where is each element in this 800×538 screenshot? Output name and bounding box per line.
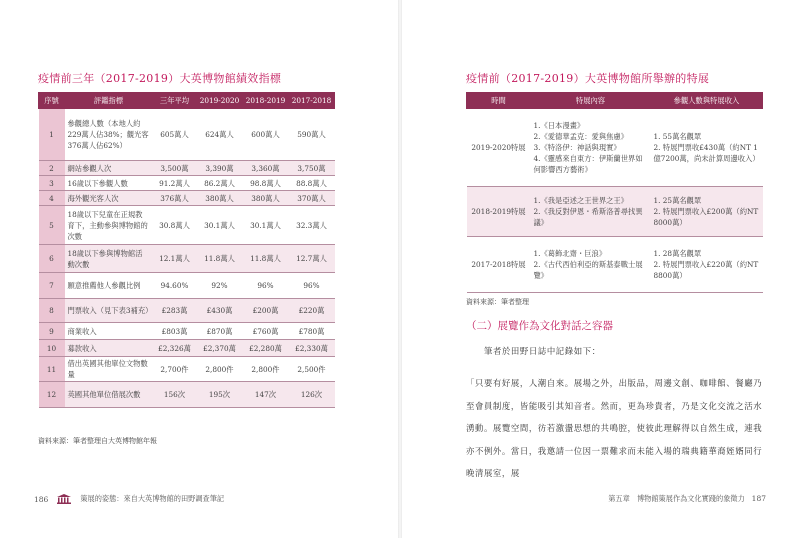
- value-cell: 12.1萬人: [153, 245, 197, 273]
- row-index-cell: 10: [39, 340, 65, 357]
- exhibition-row: [467, 109, 763, 187]
- left-table-title: 疫情前三年（2017-2019）大英博物館績效指標: [38, 72, 282, 85]
- indicator-cell: 16歲以下參觀人數: [65, 176, 153, 191]
- row-index-cell: 6: [39, 245, 65, 273]
- performance-row: [39, 109, 335, 161]
- left-page-number: 186: [34, 494, 49, 504]
- col-header-2017-2018: 2017-2018: [289, 93, 335, 109]
- row-index-cell: 5: [39, 206, 65, 245]
- value-cell: £2,326萬: [153, 340, 197, 357]
- exhibition-time-cell: 2018-2019特展: [467, 187, 531, 237]
- value-cell: 88.8萬人: [289, 176, 335, 191]
- value-cell: 605萬人: [153, 109, 197, 161]
- value-cell: 624萬人: [197, 109, 243, 161]
- indicator-cell: 借出英國其他單位文物數量: [65, 357, 153, 382]
- col-header-stats: 參觀人數與特展收入: [651, 93, 763, 109]
- performance-row: [39, 299, 335, 323]
- exhibition-time-cell: 2019-2020特展: [467, 109, 531, 187]
- value-cell: 30.1萬人: [197, 206, 243, 245]
- value-cell: £220萬: [289, 299, 335, 323]
- value-cell: 3,750萬: [289, 161, 335, 176]
- left-source-note: 資料來源：筆者整理自大英博物館年報: [38, 437, 157, 445]
- right-footer-chapter-title: 第五章 博物館策展作為文化實踐的象徵力: [608, 494, 745, 503]
- value-cell: 30.1萬人: [243, 206, 289, 245]
- col-header-indicator: 評鑑指標: [65, 93, 153, 109]
- performance-row: [39, 382, 335, 408]
- col-header-index: 序號: [39, 93, 65, 109]
- exhibition-content-cell: 1.《我是亞述之王世界之王》 2.《我反對伊恩・希斯洛普尋找異議》: [531, 187, 651, 237]
- value-cell: 600萬人: [243, 109, 289, 161]
- col-header-content: 特展內容: [531, 93, 651, 109]
- row-index-cell: 1: [39, 109, 65, 161]
- museum-icon: [56, 494, 72, 504]
- indicator-cell: 英國其他單位借展次數: [65, 382, 153, 408]
- value-cell: 98.8萬人: [243, 176, 289, 191]
- col-header-2018-2019: 2018-2019: [243, 93, 289, 109]
- performance-row: [39, 357, 335, 382]
- exhibition-header-row: [467, 93, 763, 109]
- value-cell: £2,330萬: [289, 340, 335, 357]
- value-cell: 96%: [243, 273, 289, 299]
- row-index-cell: 9: [39, 323, 65, 340]
- row-index-cell: 12: [39, 382, 65, 408]
- value-cell: 94.60%: [153, 273, 197, 299]
- indicator-cell: 門票收入（見下表3補充）: [65, 299, 153, 323]
- value-cell: 126次: [289, 382, 335, 408]
- value-cell: 2,800件: [197, 357, 243, 382]
- left-footer: [34, 494, 224, 504]
- row-index-cell: 3: [39, 176, 65, 191]
- value-cell: £803萬: [153, 323, 197, 340]
- value-cell: 92%: [197, 273, 243, 299]
- indicator-cell: 18歲以下參與博物館活動次數: [65, 245, 153, 273]
- exhibition-table: [466, 92, 763, 293]
- value-cell: 32.3萬人: [289, 206, 335, 245]
- value-cell: 96%: [289, 273, 335, 299]
- value-cell: 12.7萬人: [289, 245, 335, 273]
- exhibition-stats-cell: 1. 28萬名觀眾 2. 特展門票收入£220萬（約NT 8800萬）: [651, 237, 763, 293]
- value-cell: £870萬: [197, 323, 243, 340]
- value-cell: 195次: [197, 382, 243, 408]
- col-header-time: 時間: [467, 93, 531, 109]
- value-cell: 86.2萬人: [197, 176, 243, 191]
- indicator-cell: 商業收入: [65, 323, 153, 340]
- row-index-cell: 7: [39, 273, 65, 299]
- value-cell: £430萬: [197, 299, 243, 323]
- performance-row: [39, 245, 335, 273]
- performance-row: [39, 176, 335, 191]
- exhibition-content-cell: 1.《葛飾北齋・巨浪》 2.《古代西伯利亞的斯基泰戰士展覽》: [531, 237, 651, 293]
- value-cell: 380萬人: [243, 191, 289, 206]
- row-index-cell: 11: [39, 357, 65, 382]
- value-cell: 3,360萬: [243, 161, 289, 176]
- value-cell: 147次: [243, 382, 289, 408]
- performance-row: [39, 273, 335, 299]
- performance-row: [39, 161, 335, 176]
- value-cell: 11.8萬人: [197, 245, 243, 273]
- right-footer: [608, 494, 766, 504]
- left-footer-book-title: 策展的姿態：來自大英博物館的田野調查筆記: [80, 494, 225, 503]
- right-source-note: 資料來源：筆者整理: [466, 298, 529, 306]
- value-cell: 91.2萬人: [153, 176, 197, 191]
- performance-table: [38, 92, 335, 408]
- indicator-cell: 18歲以下兒童在正規教育下，主動參與博物館的次數: [65, 206, 153, 245]
- col-header-average: 三年平均: [153, 93, 197, 109]
- indicator-cell: 參觀總人數（本地人約229萬人佔38%；觀光客376萬人佔62%）: [65, 109, 153, 161]
- right-table-title: 疫情前（2017-2019）大英博物館所舉辦的特展: [466, 72, 710, 85]
- value-cell: £283萬: [153, 299, 197, 323]
- exhibition-row: [467, 237, 763, 293]
- section-heading: （二）展覽作為文化對話之容器: [466, 320, 613, 332]
- value-cell: £2,370萬: [197, 340, 243, 357]
- value-cell: 30.8萬人: [153, 206, 197, 245]
- right-page-number: 187: [751, 494, 766, 503]
- value-cell: 370萬人: [289, 191, 335, 206]
- value-cell: 2,800件: [243, 357, 289, 382]
- value-cell: 376萬人: [153, 191, 197, 206]
- indicator-cell: 願意推薦他人參觀比例: [65, 273, 153, 299]
- performance-row: [39, 323, 335, 340]
- exhibition-content-cell: 1.《日本漫畫》 2.《愛德華孟克：愛與焦慮》 3.《特洛伊：神話與現實》 4.《靈感來自東方：伊斯蘭世界如何影響西方藝術》: [531, 109, 651, 187]
- value-cell: 2,700件: [153, 357, 197, 382]
- col-header-2019-2020: 2019-2020: [197, 93, 243, 109]
- value-cell: 156次: [153, 382, 197, 408]
- exhibition-stats-cell: 1. 25萬名觀眾 2. 特展門票收入£200萬（約NT 8000萬）: [651, 187, 763, 237]
- performance-header-row: [39, 93, 335, 109]
- row-index-cell: 8: [39, 299, 65, 323]
- value-cell: 2,500件: [289, 357, 335, 382]
- intro-paragraph: 筆者於田野日誌中記錄如下：: [484, 346, 601, 356]
- performance-row: [39, 191, 335, 206]
- value-cell: 3,390萬: [197, 161, 243, 176]
- indicator-cell: 海外觀光客人次: [65, 191, 153, 206]
- value-cell: 11.8萬人: [243, 245, 289, 273]
- indicator-cell: 網站參觀人次: [65, 161, 153, 176]
- indicator-cell: 募款收入: [65, 340, 153, 357]
- quote-paragraph: 「只要有好展，人潮自來。展場之外，出版品，周邊文創、咖啡館、餐廳乃至會員制度，皆能吸引其知音者。然而，更為珍貴者，乃是文化交流之活水湧動。展覽空間，彷若激盪思想的共鳴腔，使彼此理解得以自然生成，連我亦不例外。當日，我邀請一位因一票難求而未能入場的瑞典籍華裔姪婿同行晚清展室，展: [466, 378, 763, 478]
- value-cell: 380萬人: [197, 191, 243, 206]
- row-index-cell: 4: [39, 191, 65, 206]
- value-cell: £200萬: [243, 299, 289, 323]
- performance-row: [39, 206, 335, 245]
- row-index-cell: 2: [39, 161, 65, 176]
- value-cell: £760萬: [243, 323, 289, 340]
- exhibition-row: [467, 187, 763, 237]
- exhibition-stats-cell: 1. 55萬名觀眾 2. 特展門票收£430萬（約NT 1億7200萬，尚未計算周邊收入）: [651, 109, 763, 187]
- value-cell: 3,500萬: [153, 161, 197, 176]
- value-cell: 590萬人: [289, 109, 335, 161]
- exhibition-time-cell: 2017-2018特展: [467, 237, 531, 293]
- value-cell: £2,280萬: [243, 340, 289, 357]
- performance-row: [39, 340, 335, 357]
- value-cell: £780萬: [289, 323, 335, 340]
- right-page: [400, 0, 800, 538]
